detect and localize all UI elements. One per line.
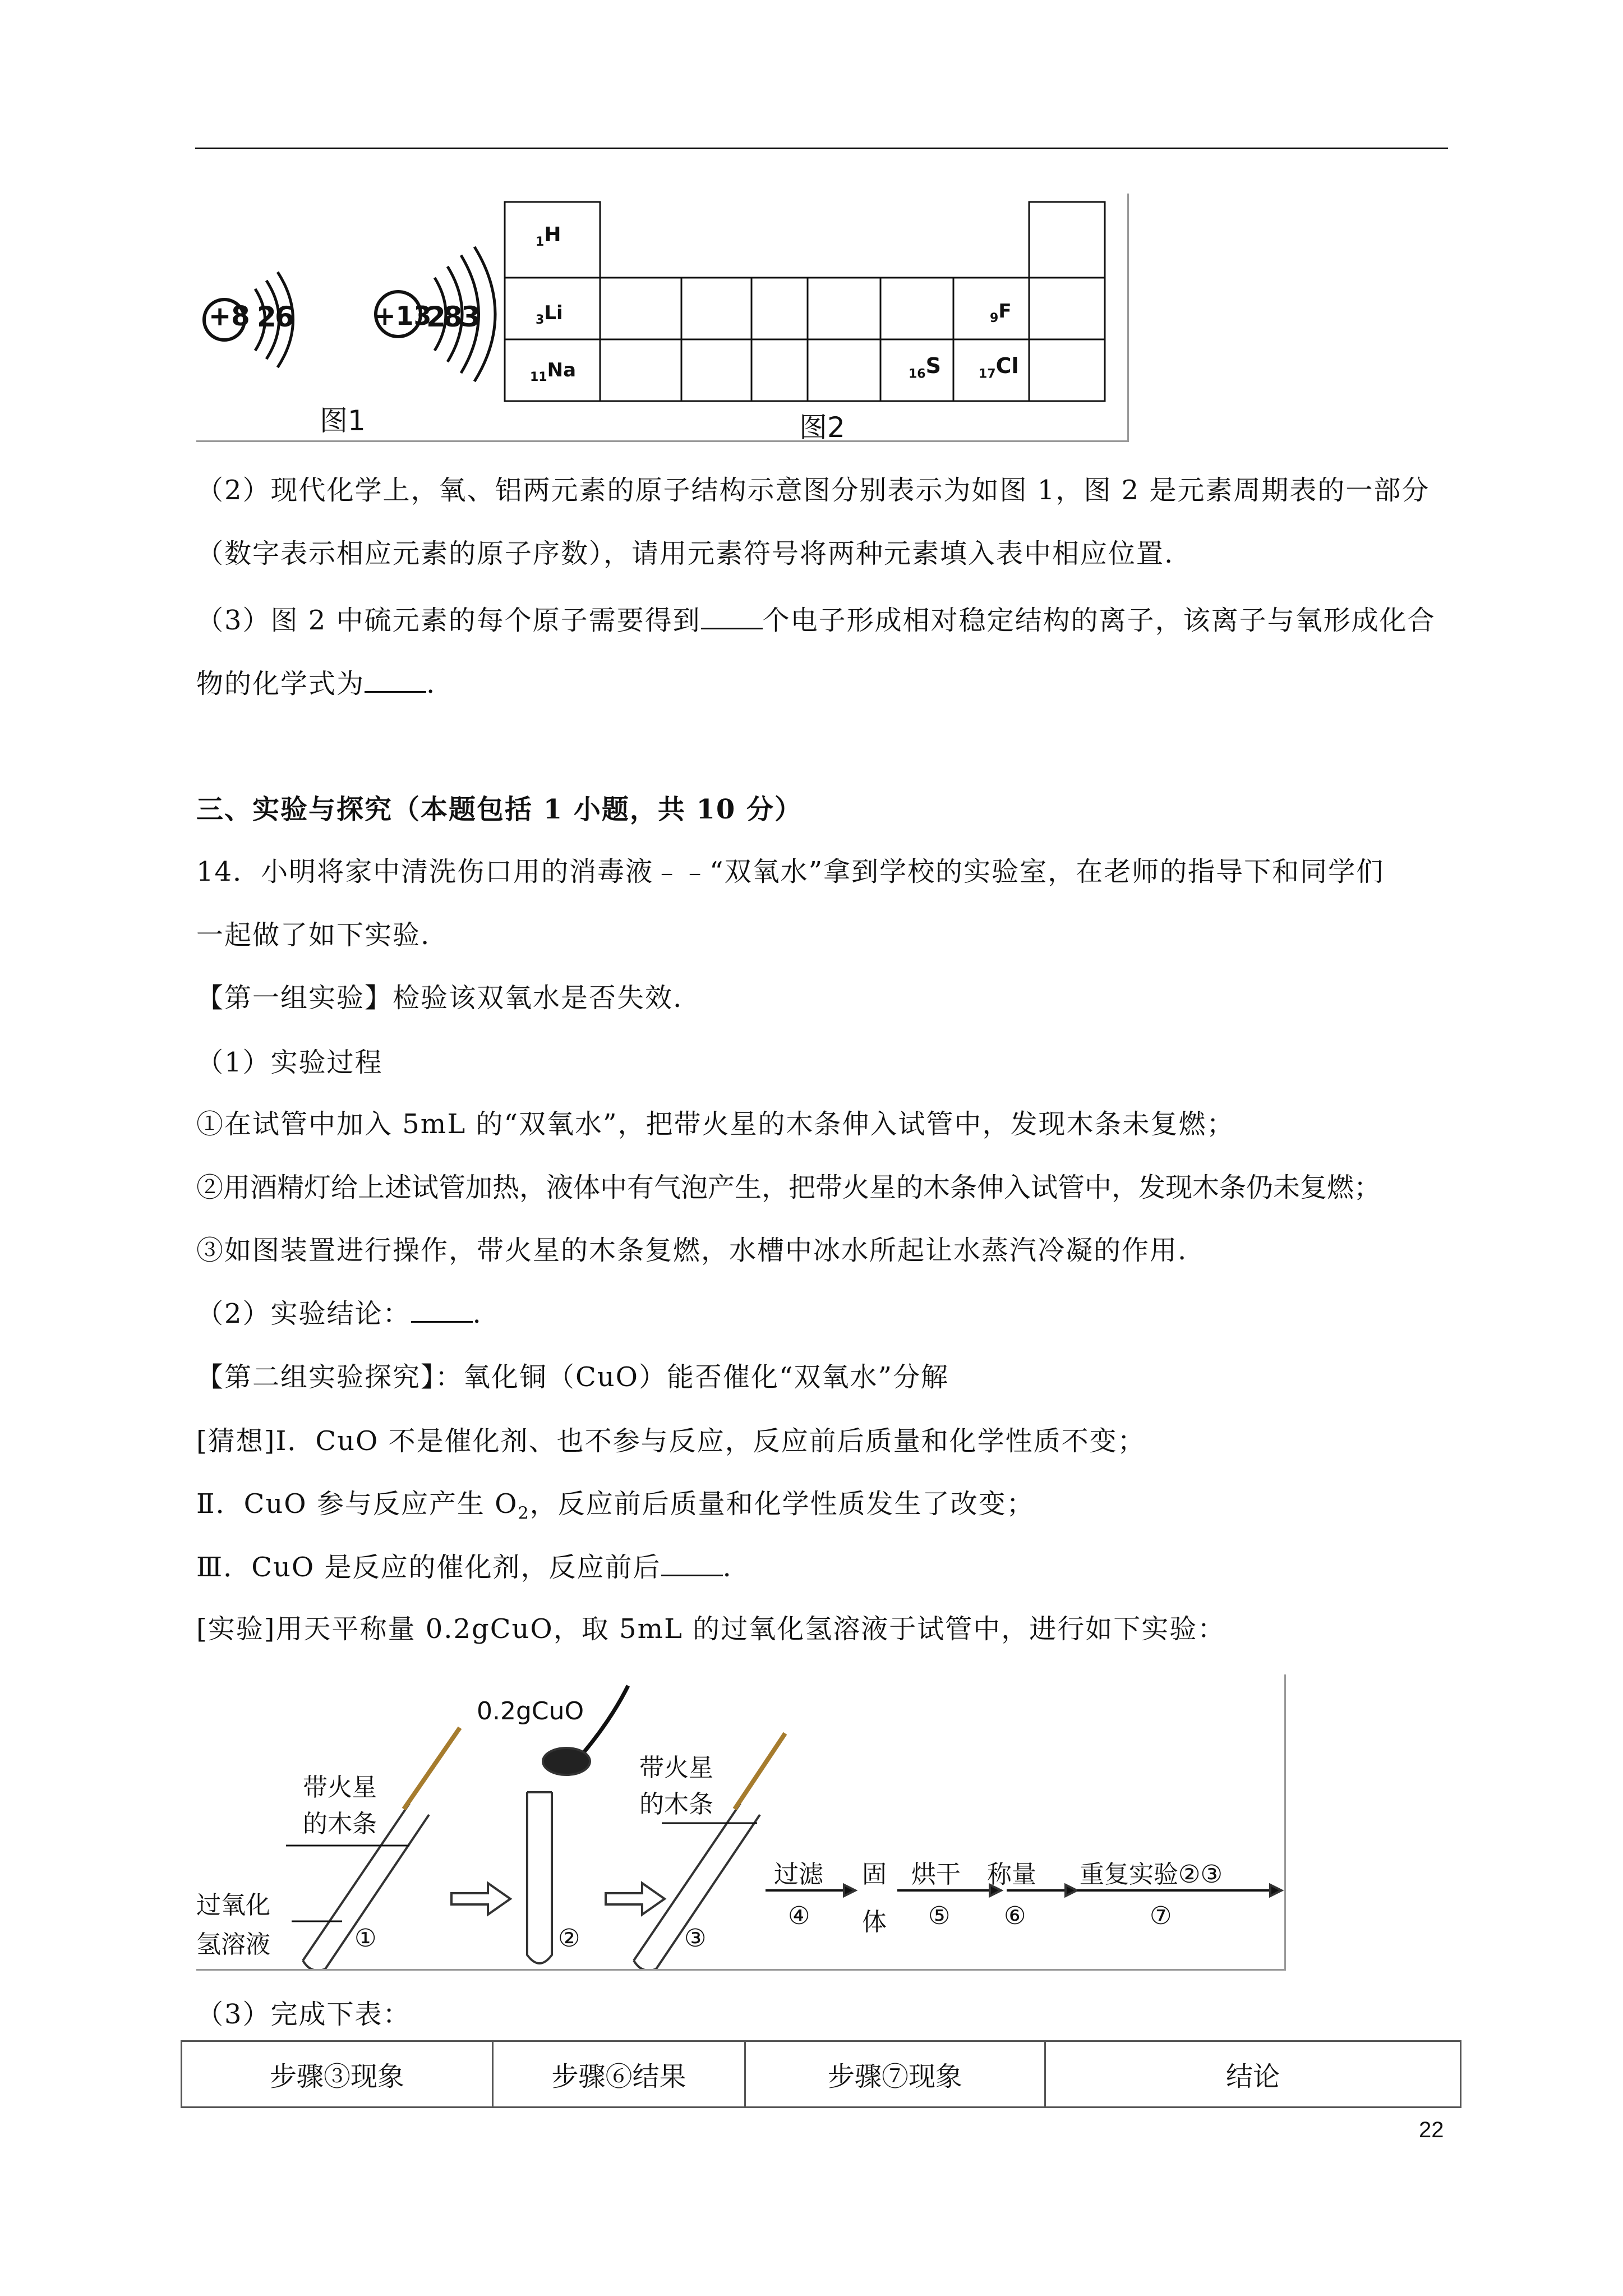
element-h: $_1$H xyxy=(536,223,561,250)
group2-heading: 【第二组实验探究】：氧化铜（CuO）能否催化“双氧水”分解 xyxy=(196,1361,949,1393)
aluminium-shell-1: 2 xyxy=(426,301,446,333)
repeat-label: 重复实验②③ xyxy=(1080,1860,1223,1889)
table-header-cell: 步骤⑥结果 xyxy=(493,2041,745,2108)
tube-2-label: ② xyxy=(558,1924,580,1953)
solution-label-a: 过氧化 xyxy=(196,1891,270,1920)
page-number: 22 xyxy=(1419,2118,1444,2142)
tube-3-label: ③ xyxy=(684,1924,707,1953)
oxygen-shell-1: 2 xyxy=(257,301,276,333)
table-row xyxy=(182,2041,1461,2108)
guess-2: Ⅱ．CuO 参与反应产生 $O_2$，反应前后质量和化学性质发生了改变； xyxy=(196,1488,1035,1524)
solution-label-b: 氢溶液 xyxy=(196,1930,270,1959)
table-header-cell: 步骤⑦现象 xyxy=(745,2041,1045,2108)
repeat-num: ⑦ xyxy=(1150,1902,1172,1930)
splint-label-1a: 带火星 xyxy=(303,1773,377,1802)
dry-label: 烘干 xyxy=(911,1860,961,1889)
splint-label-2a: 带火星 xyxy=(639,1754,713,1782)
element-na: $_{11}$Na xyxy=(530,359,577,384)
tube-1-label: ① xyxy=(354,1924,377,1953)
complete-table-line: （3）完成下表： xyxy=(196,1999,411,2030)
q14-line-1: 14．小明将家中清洗伤口用的消毒液﹣﹣“双氧水”拿到学校的实验室，在老师的指导下和同学们 xyxy=(196,856,1385,887)
answer-blank[interactable] xyxy=(701,605,763,629)
step-2: ②用酒精灯给上述试管加热，液体中有气泡产生，把带火星的木条伸入试管中，发现木条仍未复燃； xyxy=(196,1172,1381,1203)
q3-line-1: （3）图 2 中硫元素的每个原子需要得到 个电子形成相对稳定结构的离子，该离子与氧形成化合 xyxy=(196,605,1436,636)
procedure-heading: （1）实验过程 xyxy=(196,1047,383,1078)
experiment-line: [实验]用天平称量 0.2gCuO，取 5mL 的过氧化氢溶液于试管中，进行如下实验： xyxy=(196,1613,1226,1645)
periodic-table-grid xyxy=(502,199,1119,412)
step-3: ③如图装置进行操作，带火星的木条复燃，水槽中冰水所起让水蒸汽冷凝的作用. xyxy=(196,1235,1188,1266)
q2-line-1: （2）现代化学上，氧、铝两元素的原子结构示意图分别表示为如图 1，图 2 是元素周期表的一部分 xyxy=(196,475,1430,506)
aluminium-shell-3: 3 xyxy=(461,301,481,333)
group1-heading: 【第一组实验】检验该双氧水是否失效. xyxy=(196,982,683,1014)
filter-label: 过滤 xyxy=(774,1860,823,1889)
table-header-cell: 结论 xyxy=(1045,2041,1461,2108)
figure1-caption: 图1 xyxy=(320,404,366,437)
header-rule xyxy=(195,148,1448,149)
q2-line-2: （数字表示相应元素的原子序数），请用元素符号将两种元素填入表中相应位置. xyxy=(196,538,1174,569)
solid-label-b: 体 xyxy=(862,1908,887,1936)
q3-line-2: 物的化学式为 . xyxy=(196,668,436,700)
conclusion-line: （2）实验结论： . xyxy=(196,1298,482,1329)
weigh-num: ⑥ xyxy=(1004,1902,1026,1930)
step-1: ①在试管中加入 5mL 的“双氧水”，把带火星的木条伸入试管中，发现木条未复燃； xyxy=(196,1108,1235,1140)
oxygen-nucleus: +8 xyxy=(209,301,250,332)
cuo-label: 0.2gCuO xyxy=(477,1697,584,1726)
result-table xyxy=(181,2040,1461,2108)
solid-label-a: 固 xyxy=(862,1860,887,1889)
table-header-cell: 步骤③现象 xyxy=(182,2041,493,2108)
answer-blank[interactable] xyxy=(365,669,426,693)
filter-num: ④ xyxy=(788,1902,810,1930)
weigh-label: 称量 xyxy=(987,1860,1036,1889)
answer-blank[interactable] xyxy=(661,1552,723,1576)
splint-label-1b: 的木条 xyxy=(303,1810,377,1838)
element-f: $_9$F xyxy=(990,300,1012,325)
guess-1: [猜想]Ⅰ．CuO 不是催化剂、也不参与反应，反应前后质量和化学性质不变； xyxy=(196,1425,1146,1457)
figure2-caption: 图2 xyxy=(799,411,845,444)
splint-label-2b: 的木条 xyxy=(639,1790,713,1819)
section-heading: 三、实验与探究（本题包括 1 小题，共 10 分） xyxy=(196,794,803,825)
element-s: $_{16}$S xyxy=(909,353,941,381)
aluminium-nucleus: +13 xyxy=(374,301,432,331)
aluminium-shell-2: 8 xyxy=(443,301,463,333)
guess-3: Ⅲ．CuO 是反应的催化剂，反应前后 . xyxy=(196,1552,732,1583)
oxygen-shell-2: 6 xyxy=(275,301,294,333)
q14-line-2: 一起做了如下实验. xyxy=(196,919,431,951)
dry-num: ⑤ xyxy=(928,1902,951,1930)
answer-blank[interactable] xyxy=(411,1299,473,1323)
element-li: $_3$Li xyxy=(536,302,563,327)
element-cl: $_{17}$Cl xyxy=(979,353,1019,381)
